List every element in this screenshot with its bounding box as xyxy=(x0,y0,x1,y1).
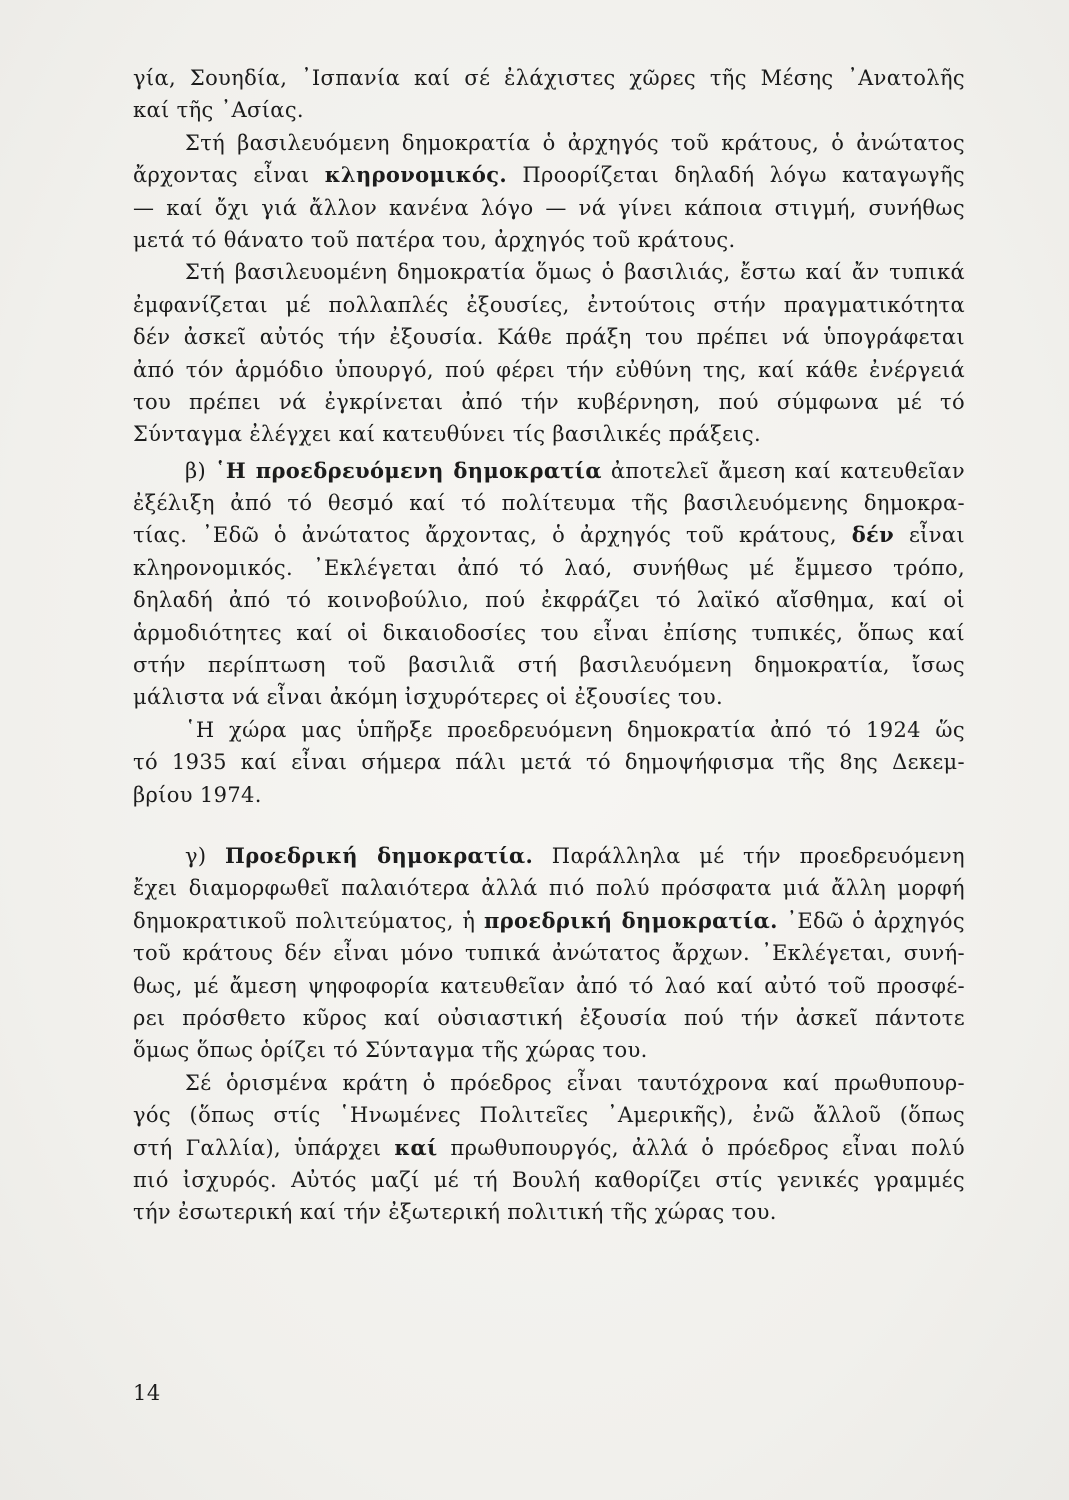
text-line: δέν ἀσκεῖ αὐτός τήν ἐξουσία. Κάθε πράξη του πρέπει νά ὑπογράφεται xyxy=(133,325,965,350)
bold-term: ῾Η προεδρευόμενη δημοκρατία xyxy=(215,457,602,483)
page-number: 14 xyxy=(133,1381,161,1405)
text-line: ἔχει διαμορφωθεῖ παλαιότερα ἀλλά πιό πολύ πρόσφατα μιά ἄλλη μορφή xyxy=(133,876,965,901)
text-line xyxy=(133,159,965,191)
text-run: δημοκρατικοῦ πολιτεύματος, ἡ xyxy=(133,908,484,933)
text-line: ἐξέλιξη ἀπό τό θεσμό καί τό πολίτευμα τῆς βασιλευόμενης δημοκρα- xyxy=(133,491,965,516)
text-run: πρωθυπουργός, ἀλλά ὁ πρόεδρος εἶναι πολύ xyxy=(437,1135,966,1160)
text-line: Στή βασιλευομένη δημοκρατία ὅμως ὁ βασιλιάς, ἔστω καί ἄν τυπικά xyxy=(185,260,965,285)
text-line: μάλιστα νά εἶναι ἀκόμη ἰσχυρότερες οἱ ἐξουσίες του. xyxy=(133,685,724,710)
text-run: ἄρχοντας εἶναι xyxy=(133,163,325,188)
text-run: γ) xyxy=(185,843,226,868)
text-line xyxy=(133,840,965,872)
text-run: Προορίζεται δηλαδή λόγω καταγωγῆς xyxy=(507,163,965,188)
text-run: ἀποτελεῖ ἄμεση καί κατευθεῖαν xyxy=(601,458,966,483)
text-line xyxy=(133,519,965,551)
text-line: δηλαδή ἀπό τό κοινοβούλιο, πού ἐκφράζει τό λαϊκό αἴσθημα, καί οἱ xyxy=(133,588,965,613)
text-run: εἶναι xyxy=(894,523,965,548)
text-line: ἁρμοδιότητες καί οἱ δικαιοδοσίες του εἶναι ἐπίσης τυπικές, ὅπως καί xyxy=(133,620,965,645)
text-line: ῾Η χώρα μας ὑπῆρξε προεδρευόμενη δημοκρατία ἀπό τό 1924 ὥς xyxy=(185,717,965,742)
text-line: θως, μέ ἄμεση ψηφοφορία κατευθεῖαν ἀπό τό λαό καί αὐτό τοῦ προσφέ- xyxy=(133,973,965,998)
bold-term: δέν xyxy=(851,522,895,548)
text-line xyxy=(133,1132,965,1164)
text-line: γία, Σουηδία, ᾿Ισπανία καί σέ ἐλάχιστες χῶρες τῆς Μέσης ᾿Ανατολῆς xyxy=(133,66,965,90)
text-line: Σέ ὁρισμένα κράτη ὁ πρόεδρος εἶναι ταυτόχρονα καί πρωθυπουρ- xyxy=(185,1070,965,1095)
text-run: στή Γαλλία), ὑπάρχει xyxy=(133,1135,395,1160)
text-run: β) xyxy=(185,458,216,483)
text-run: Παράλληλα μέ τήν προεδρευόμενη xyxy=(533,843,965,868)
text-line: τοῦ κράτους δέν εἶναι μόνο τυπικά ἀνώτατος ἄρχων. ᾿Εκλέγεται, συνή- xyxy=(133,941,965,966)
text-line: ὅμως ὅπως ὁρίζει τό Σύνταγμα τῆς χώρας του. xyxy=(133,1038,648,1063)
text-line: γός (ὅπως στίς ῾Ηνωμένες Πολιτεῖες ᾿Αμερικῆς), ἐνῶ ἄλλοῦ (ὅπως xyxy=(133,1103,965,1128)
text-line xyxy=(133,455,965,487)
text-line: ἀπό τόν ἁρμόδιο ὑπουργό, πού φέρει τήν εὐθύνη της, καί κάθε ἐνέργειά xyxy=(133,357,965,382)
body-text xyxy=(133,62,965,1229)
text-line: κληρονομικός. ᾿Εκλέγεται ἀπό τό λαό, συνήθως μέ ἔμμεσο τρόπο, xyxy=(133,555,965,580)
text-line: τήν ἐσωτερική καί τήν ἐξωτερική πολιτική τῆς χώρας του. xyxy=(133,1200,777,1225)
text-line: καί τῆς ᾿Ασίας. xyxy=(133,98,304,123)
text-line: στήν περίπτωση τοῦ βασιλιᾶ στή βασιλευόμενη δημοκρατία, ἴσως xyxy=(133,653,965,678)
text-line: του πρέπει νά ἐγκρίνεται ἀπό τήν κυβέρνηση, πού σύμφωνα μέ τό xyxy=(133,389,965,414)
text-line: Στή βασιλευόμενη δημοκρατία ὁ ἀρχηγός τοῦ κράτους, ὁ ἀνώτατος xyxy=(185,130,965,155)
text-line: Σύνταγμα ἐλέγχει καί κατευθύνει τίς βασιλικές πράξεις. xyxy=(133,422,762,447)
bold-term: προεδρική δημοκρατία. xyxy=(483,907,778,933)
text-line: ἐμφανίζεται μέ πολλαπλές ἐξουσίες, ἐντούτοις στήν πραγματικότητα xyxy=(133,292,965,317)
text-line xyxy=(133,905,965,937)
text-line: ρει πρόσθετο κῦρος καί οὐσιαστική ἐξουσία πού τήν ἀσκεῖ πάντοτε xyxy=(133,1005,965,1030)
text-line: τό 1935 καί εἶναι σήμερα πάλι μετά τό δημοψήφισμα τῆς 8ης Δεκεμ- xyxy=(133,750,965,775)
bold-term: καί xyxy=(394,1134,438,1160)
text-line: πιό ἰσχυρός. Αὐτός μαζί μέ τή Βουλή καθορίζει στίς γενικές γραμμές xyxy=(133,1167,965,1192)
text-run: τίας. ᾿Εδῶ ὁ ἀνώτατος ἄρχοντας, ὁ ἀρχηγός τοῦ κράτους, xyxy=(133,523,852,548)
text-line: μετά τό θάνατο τοῦ πατέρα του, ἀρχηγός τοῦ κράτους. xyxy=(133,227,736,252)
bold-term: Προεδρική δημοκρατία. xyxy=(225,842,534,868)
text-line: βρίου 1974. xyxy=(133,782,262,807)
text-line: — καί ὄχι γιά ἄλλον κανένα λόγο — νά γίνει κάποια στιγμή, συνήθως xyxy=(133,195,965,220)
text-run: ᾿Εδῶ ὁ ἀρχηγός xyxy=(777,908,965,933)
bold-term: κληρονομικός. xyxy=(324,162,507,188)
